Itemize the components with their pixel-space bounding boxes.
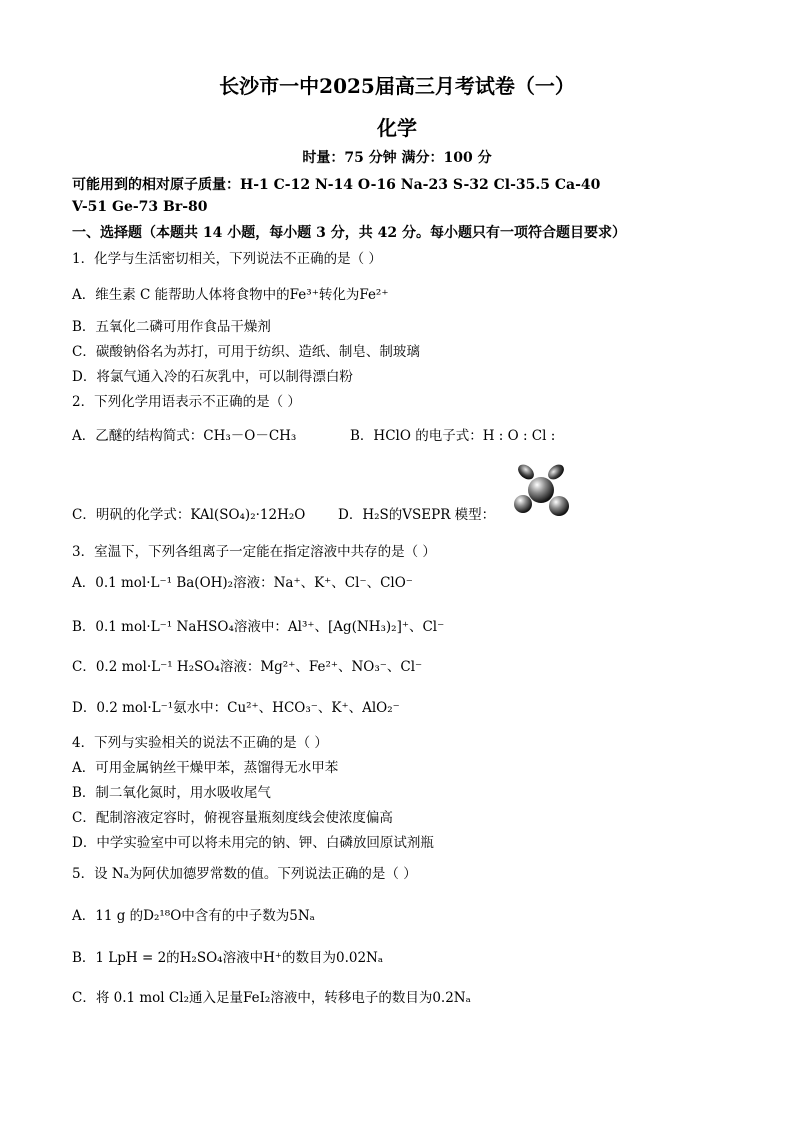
q5-stem: 5．设 Nₐ为阿伏加德罗常数的值。下列说法正确的是（ ）	[72, 866, 417, 882]
q2-option-c: C．明矾的化学式：KAl(SO₄)₂·12H₂O	[72, 507, 306, 523]
q1-option-c: C．碳酸钠俗名为苏打，可用于纺织、造纸、制皂、制玻璃	[72, 344, 420, 360]
q1-option-a: A．维生素 C 能帮助人体将食物中的Fe³⁺转化为Fe²⁺	[72, 287, 389, 303]
q5-option-a: A．11 g 的D₂¹⁸O中含有的中子数为5Nₐ	[72, 908, 315, 924]
q3-stem: 3．室温下，下列各组离子一定能在指定溶液中共存的是（ ）	[72, 544, 436, 560]
q1-stem: 1．化学与生活密切相关，下列说法不正确的是（ ）	[72, 251, 382, 267]
section-heading: 一、选择题（本题共 14 小题，每小题 3 分，共 42 分。每小题只有一项符合题目要求）	[72, 225, 626, 241]
time-score-line: 时量：75 分钟 满分：100 分	[302, 150, 492, 166]
q2-stem: 2．下列化学用语表示不正确的是（ ）	[72, 394, 301, 410]
q1-option-d: D．将氯气通入冷的石灰乳中，可以制得漂白粉	[72, 369, 353, 385]
q2-option-d: D．H₂S的VSEPR 模型：	[338, 507, 496, 523]
q4-option-a: A．可用金属钠丝干燥甲苯，蒸馏得无水甲苯	[72, 760, 339, 776]
q5-option-c: C．将 0.1 mol Cl₂通入足量FeI₂溶液中，转移电子的数目为0.2Nₐ	[72, 990, 471, 1006]
q5-option-b: B．1 LpH = 2的H₂SO₄溶液中H⁺的数目为0.02Nₐ	[72, 950, 384, 966]
q3-option-a: A．0.1 mol·L⁻¹ Ba(OH)₂溶液：Na⁺、K⁺、Cl⁻、ClO⁻	[72, 575, 413, 591]
atomic-mass-line-1: 可能用到的相对原子质量：H-1 C-12 N-14 O-16 Na-23 S-32 Cl-35.5 Ca-40	[72, 177, 601, 193]
q4-option-b: B．制二氧化氮时，用水吸收尾气	[72, 785, 271, 801]
q4-option-c: C．配制溶液定容时，俯视容量瓶刻度线会使浓度偏高	[72, 810, 393, 826]
q2-option-a: A．乙醚的结构简式：CH₃－O－CH₃	[72, 428, 297, 444]
page-title: 长沙市一中2025届高三月考试卷（一）	[219, 74, 575, 98]
q3-option-d: D．0.2 mol·L⁻¹氨水中：Cu²⁺、HCO₃⁻、K⁺、AlO₂⁻	[72, 700, 400, 716]
subject-title: 化学	[377, 116, 417, 140]
h2s-vsepr-ball-model-icon	[512, 462, 572, 520]
atomic-mass-line-2: V-51 Ge-73 Br-80	[72, 199, 208, 215]
q3-option-b: B．0.1 mol·L⁻¹ NaHSO₄溶液中：Al³⁺、[Ag(NH₃)₂]⁺、Cl⁻	[72, 619, 445, 635]
q4-option-d: D．中学实验室中可以将未用完的钠、钾、白磷放回原试剂瓶	[72, 835, 434, 851]
q4-stem: 4．下列与实验相关的说法不正确的是（ ）	[72, 735, 328, 751]
q3-option-c: C．0.2 mol·L⁻¹ H₂SO₄溶液：Mg²⁺、Fe²⁺、NO₃⁻、Cl⁻	[72, 659, 423, 675]
q2-option-b: B．HClO 的电子式：H : O : Cl :	[350, 428, 556, 444]
q1-option-b: B．五氧化二磷可用作食品干燥剂	[72, 319, 271, 335]
